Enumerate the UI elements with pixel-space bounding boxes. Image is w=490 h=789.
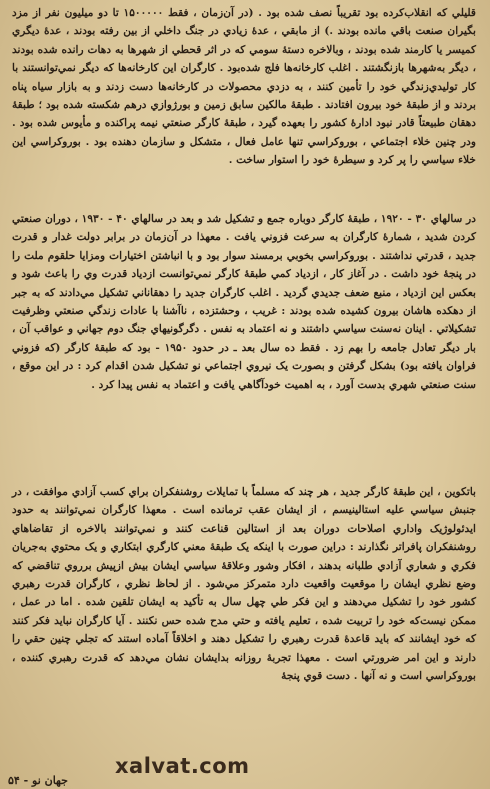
paragraph-3-text: باتکوين ، اين طبقهٔ کارگر جديد ، هر چند که مسلماً با تمايلات روشنفکران براي کسب آزادي موافقت ، در جنبش سياسي عليه استالينيسم ، از ايشان عقب ترمانده است . معهذا کارگران نمي‌توانند به حدود ايدئولوژيک واداري اصلاحات دوران بعد از استالين قناعت کنند و نمي‌توانند بالاخره از تقاضاهاي روشنفکران پافراتر نگذارند : دراين صورت با اينکه يک طبقهٔ معني کارگري ابتکاري و يک محتوي به‌جريان فکري و شعاري آزادي طلبانه بدهند ، افکار وشور وعلاقهٔ سياسي ايشان بيش ازپيش برروي تناقضي که وضع نظري ايشان را موقعيت واقعيت دارد متمرکز مي‌شود . از لحاظ نظري ، کارگران قدرت رهبري کشور خود را تشکيل مي‌دهند و اين فکر طي چهل سال به تأکيد به ايشان تلقين شده . اما در عمل ، ممکن نيست‌که خود را تربيت شده ، تعليم يافته و حتي مدح شده حس نکنند . آيا کارگران نبايد فکر کنند که خود ايشانند که بايد قاعدهٔ قدرت رهبري را تشکيل دهند و اخلاقاً آماده استند که تجلي چنين حقي را دارند و اين امر ضرورتي است . معهذا تجربهٔ روزانه بدايشان نشان مي‌دهد که قدرت رهبري کننده ، بوروکراسي است و نه آنها . دست قوي پنجهٔ	[12, 486, 476, 683]
paragraph-3	[12, 483, 476, 685]
page-footer: جهان نو - ۵۴	[8, 774, 68, 787]
paragraph-1-text: قليلي که انقلاب‌کرده بود تقريباً نصف شده بود . (در آن‌زمان ، فقط ۱۵۰۰۰۰۰ تا دو ميليون نفر از مزد بگيران صنعت باقي مانده بودند .) از مابقي ، عدهٔ زيادي در جنگ داخلي از بين رفته بودند ، عدهٔ ديگري کميسر يا کارمند شده بودند ، وبالاخره دستهٔ سومي که در اثر قحطي از شهرها به دهات رانده شده بودند ، ديگر به‌شهرها بازنگشتند . اغلب کارخانه‌ها فلج شده‌بود . کارگران اين کارخانه‌ها که ديگر نمي‌توانستند با کار توليدي‌زندگي خود را تأمين کنند ، به دزدي محصولات در کارخانه‌ها دست زدند و به بازار سياه پناه بردند و از طبقهٔ خود بيرون افتادند . طبقهٔ مالکين سابق زمين و بورژوازي درهم شکسته شده بود ؛ طبقهٔ دهقان طبيعتاً قادر نبود ادارهٔ کشور را بعهده گيرد ، طبقهٔ کارگر صنعتي نيمه پراکنده و مأيوس شده بود . ودر چنين خلاء اجتماعي ، بوروکراسي تنها عامل فعال ، متشکل و سازمان دهنده بود . بوروکراسي اين خلاء سياسي را پر کرد و سيطرهٔ خود را استوار ساخت .	[12, 7, 476, 167]
paragraph-1	[12, 4, 476, 170]
paragraph-2	[12, 210, 476, 394]
paragraph-2-text: در سالهاي ۳۰ - ۱۹۲۰ ، طبقهٔ کارگر دوباره جمع و تشکيل شد و بعد در سالهاي ۴۰ - ۱۹۳۰ ، دوران صنعتي کردن شديد ، شمارهٔ کارگران به سرعت فزوني يافت . معهذا در آن‌زمان در برابر دولت غدار و قدرت جديد ، قدرتي نداشتند . بوروکراسي بخوبي برمسند سوار بود و با انباشتن اختيارات ومزايا حلقوم ملت را در پنجهٔ خود داشت . در آغاز کار ، ازدياد کمي طبقهٔ کارگر نمي‌توانست ازدياد قدرت وي را باعث شود و بعکس اين ازدياد ، منبع ضعف جديدي گرديد . اغلب کارگران جديد را دهقاناني تشکيل مي‌دادند که به‌ جبر از دهکده هاشان بيرون کشيده شده بودند : غريب ، وحشتزده ، ناآشنا با عادات زندگي صنعتي وظرفيت تشکيلاتي . اينان نه‌سنت سياسي داشتند و نه اعتماد به‌ نفس . دگرگونيهاي جنگ دوم جهاني و عواقب آن ، بار ديگر تعادل جامعه را بهم زد . فقط ده سال بعد ـ در حدود ۱۹۵۰ - بود که طبقهٔ کارگر (که فزوني فراوان يافته بود) بشکل گرفتن و بصورت يک نيروي اجتماعي نو تشکيل شدن اقدام کرد : در اين موقع ، سنت صنعتي شهري بدست آورد ، به اهميت خودآگاهي يافت و اعتماد به نفس پيدا کرد .	[12, 213, 476, 391]
watermark: xalvat.com	[115, 754, 250, 778]
